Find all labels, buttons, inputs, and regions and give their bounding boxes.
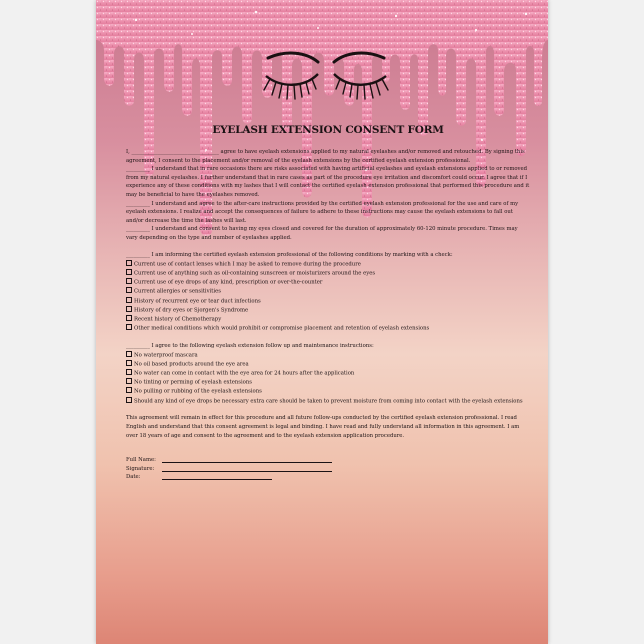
date-row (126, 473, 530, 482)
risk-paragraph: _________ I understand that in rare occasions there are risks associated with having artificial eyelashes and eyelash extensions applied to or removed from my natural eyelashes. I further understand that in rare cases as part of the procedure eye irritation and discomfort could occur. I agree that if I experience any of these conditions with my lashes that I will contact the certified eyelash extension professional that performed this procedure and it may be beneficial to have the eyelashes removed. (126, 166, 530, 198)
signature-label: Signature: (126, 465, 155, 472)
condition-item: Current use of eye drops of any kind, prescription or over-the-counter (126, 278, 530, 287)
checkbox[interactable] (126, 324, 132, 330)
signature-row (126, 465, 530, 474)
followup-item: No waterproof mascara (126, 351, 530, 360)
followup-item: No tinting or perming of eyelash extensions (126, 378, 530, 387)
checkbox[interactable] (126, 360, 132, 366)
form-content (126, 124, 530, 482)
date-label: Date: (126, 474, 141, 481)
signature-block (126, 456, 530, 482)
checkbox[interactable] (126, 269, 132, 275)
condition-item: History of dry eyes or Sjorgen's Syndrome (126, 306, 530, 315)
condition-item: Current use of contact lenses which I may be asked to remove during the procedure (126, 260, 530, 269)
conditions-intro: _________ I am informing the certified eyelash extension professional of the following conditions by marking with a check: (126, 252, 453, 259)
closed-eyes-lashes-icon (246, 48, 406, 106)
followup-item: No oil based products around the eye area (126, 360, 530, 369)
checkbox[interactable] (126, 397, 132, 403)
condition-item: Current use of anything such as oil-containing sunscreen or moisturizers around the eyes (126, 269, 530, 278)
followup-item: Should any kind of eye drops be necessary extra care should be taken to prevent moisture from coming into contact with the eyelash extensions (126, 397, 530, 406)
consent-form-sheet (96, 0, 548, 644)
closing-paragraph: This agreement will remain in effect for this procedure and all future follow-ups conducted by the certified eyelash extension professional. I read English and understand that this consent agreement is legal and binding. I have read and fully understand all information in this agreement. I am over 18 years of age and consent to the agreement and to the eyelash extension application procedure. (126, 415, 520, 439)
full-name-field[interactable] (162, 456, 332, 463)
condition-item: Current allergies or sensitivities (126, 287, 530, 296)
signature-field[interactable] (162, 465, 332, 472)
checkbox[interactable] (126, 387, 132, 393)
form-title: EYELASH EXTENSION CONSENT FORM (212, 124, 444, 136)
condition-item: Other medical conditions which would prohibit or compromise placement and retention of eyelash extensions (126, 324, 530, 333)
followup-item: No water can come in contact with the eye area for 24 hours after the application (126, 369, 530, 378)
intro-paragraph: I, _________________________________ agree to have eyelash extensions applied to my natural eyelashes and/or removed and retouched. By signing this agreement, I consent to the placement and/or removal of the eyelash extensions by the certified eyelash extension professional. (126, 149, 525, 164)
checkbox[interactable] (126, 378, 132, 384)
followup-intro: _________ I agree to the following eyelash extension follow up and maintenance instructions: (126, 342, 374, 349)
checkbox[interactable] (126, 278, 132, 284)
full-name-row (126, 456, 530, 465)
full-name-label: Full Name: (126, 457, 156, 464)
checkbox[interactable] (126, 287, 132, 293)
checkbox[interactable] (126, 315, 132, 321)
checkbox[interactable] (126, 369, 132, 375)
condition-item: History of recurrent eye or tear duct infections (126, 297, 530, 306)
condition-item: Recent history of Chemotherapy (126, 315, 530, 324)
checkbox[interactable] (126, 306, 132, 312)
procedure-paragraph: _________ I understand and consent to having my eyes closed and covered for the duration of approximately 60-120 minute procedure. Times may vary depending on the type and number of eyelashes applied. (126, 226, 518, 241)
date-field[interactable] (162, 473, 272, 480)
checkbox[interactable] (126, 351, 132, 357)
checkbox[interactable] (126, 297, 132, 303)
checkbox[interactable] (126, 260, 132, 266)
followup-item: No pulling or rubbing of the eyelash extensions (126, 387, 530, 396)
aftercare-paragraph: _________ I understand and agree to the after-care instructions provided by the certified eyelash extension professional for the use and care of my eyelash extensions. I realize and accept the consequences of failure to adhere to these instructions may cause the eyelash extensions to fall out and/or decrease the time the lashes will last. (126, 200, 519, 224)
